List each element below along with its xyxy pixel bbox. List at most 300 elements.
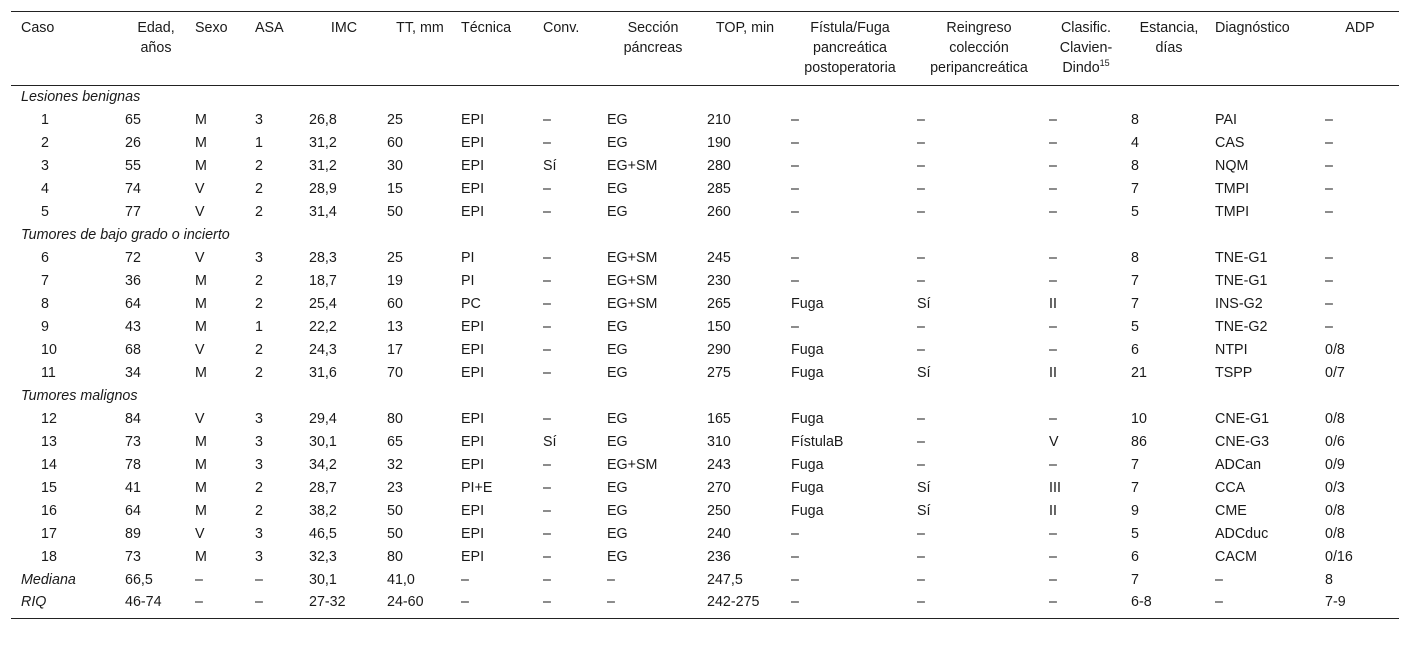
cell-seccion: EG (607, 204, 628, 220)
cell-estancia: 21 (1131, 365, 1147, 381)
summary-cell-sexo: – (195, 572, 203, 588)
cell-imc: 31,2 (309, 135, 337, 151)
cell-diagnostico: ADCduc (1215, 526, 1269, 542)
cell-adp: 0/8 (1325, 503, 1345, 519)
cell-tt: 13 (387, 319, 403, 335)
cell-caso: 16 (41, 503, 57, 519)
cell-reingreso: – (917, 342, 925, 358)
cell-top: 236 (707, 549, 731, 565)
header-clasif-ref: 15 (1099, 58, 1110, 69)
cell-tt: 19 (387, 273, 403, 289)
cell-conv: – (543, 411, 551, 427)
cell-asa: 2 (255, 181, 263, 197)
cell-imc: 32,3 (309, 549, 337, 565)
cell-asa: 3 (255, 411, 263, 427)
cell-seccion: EG+SM (607, 296, 658, 312)
cell-reingreso: – (917, 526, 925, 542)
cell-edad: 77 (125, 204, 141, 220)
cell-estancia: 7 (1131, 457, 1139, 473)
cell-seccion: EG (607, 135, 628, 151)
header-estancia: Estancia, días (1139, 20, 1199, 56)
cell-diagnostico: TNE-G2 (1215, 319, 1268, 335)
cell-fistula: – (791, 204, 799, 220)
cell-clasif: – (1049, 181, 1057, 197)
cell-diagnostico: CACM (1215, 549, 1258, 565)
cell-clasif: – (1049, 549, 1057, 565)
cell-edad: 55 (125, 158, 141, 174)
header-edad: Edad, años (137, 20, 175, 56)
cell-sexo: M (195, 365, 207, 381)
cell-caso: 13 (41, 434, 57, 450)
table-row (11, 270, 1399, 293)
cell-tt: 32 (387, 457, 403, 473)
cell-edad: 26 (125, 135, 141, 151)
cell-estancia: 7 (1131, 480, 1139, 496)
table-row (11, 362, 1399, 385)
cell-tt: 25 (387, 250, 403, 266)
cell-estancia: 6 (1131, 549, 1139, 565)
cell-top: 270 (707, 480, 731, 496)
cell-diagnostico: ADCan (1215, 457, 1262, 473)
cell-tt: 80 (387, 549, 403, 565)
cell-sexo: V (195, 342, 205, 358)
cell-edad: 78 (125, 457, 141, 473)
cell-tecnica: EPI (461, 204, 485, 220)
summary-cell-reingreso: – (917, 572, 925, 588)
cell-clasif: – (1049, 411, 1057, 427)
cell-edad: 73 (125, 434, 141, 450)
table-row (11, 178, 1399, 201)
cell-clasif: V (1049, 434, 1059, 450)
cell-clasif: III (1049, 480, 1061, 496)
cell-adp: – (1325, 250, 1333, 266)
header-top: TOP, min (715, 20, 775, 36)
table-row (11, 293, 1399, 316)
cell-diagnostico: TNE-G1 (1215, 273, 1268, 289)
cell-estancia: 86 (1131, 434, 1147, 450)
cell-top: 240 (707, 526, 731, 542)
header-tt: TT, mm (396, 20, 444, 36)
cell-reingreso: – (917, 434, 925, 450)
cell-tt: 25 (387, 112, 403, 128)
cell-estancia: 5 (1131, 526, 1139, 542)
cell-diagnostico: TNE-G1 (1215, 250, 1268, 266)
cell-fistula: – (791, 549, 799, 565)
cell-seccion: EG+SM (607, 457, 658, 473)
cell-clasif: – (1049, 204, 1057, 220)
cell-clasif: – (1049, 158, 1057, 174)
summary-cell-caso: Mediana (21, 572, 76, 588)
cell-fistula: – (791, 526, 799, 542)
cell-imc: 31,4 (309, 204, 337, 220)
cell-top: 280 (707, 158, 731, 174)
cell-sexo: V (195, 181, 205, 197)
header-caso: Caso (21, 20, 55, 36)
cell-seccion: EG (607, 549, 628, 565)
cell-adp: 0/7 (1325, 365, 1345, 381)
cell-tecnica: EPI (461, 158, 485, 174)
cell-reingreso: – (917, 181, 925, 197)
table-row (11, 155, 1399, 178)
cell-asa: 1 (255, 319, 263, 335)
cell-sexo: M (195, 319, 207, 335)
cell-asa: 3 (255, 112, 263, 128)
cell-sexo: V (195, 204, 205, 220)
cell-reingreso: – (917, 112, 925, 128)
cell-estancia: 7 (1131, 273, 1139, 289)
cell-adp: 0/8 (1325, 526, 1345, 542)
cell-edad: 43 (125, 319, 141, 335)
cell-adp: 0/3 (1325, 480, 1345, 496)
cell-diagnostico: PAI (1215, 112, 1237, 128)
cell-reingreso: – (917, 135, 925, 151)
cell-caso: 4 (41, 181, 49, 197)
cell-tt: 60 (387, 296, 403, 312)
cell-conv: Sí (543, 434, 557, 450)
cell-fistula: Fuga (791, 457, 824, 473)
summary-cell-imc: 27-32 (309, 594, 346, 610)
cell-caso: 3 (41, 158, 49, 174)
header-imc: IMC (330, 20, 358, 36)
cell-diagnostico: NTPI (1215, 342, 1248, 358)
table-row (11, 500, 1399, 523)
cell-top: 210 (707, 112, 731, 128)
table-row (11, 431, 1399, 454)
table-container (11, 11, 1399, 619)
summary-cell-asa: – (255, 572, 263, 588)
cell-sexo: M (195, 273, 207, 289)
cell-conv: – (543, 112, 551, 128)
table-row (11, 316, 1399, 339)
cell-seccion: EG (607, 503, 628, 519)
cell-estancia: 8 (1131, 158, 1139, 174)
cell-adp: – (1325, 158, 1333, 174)
cell-adp: – (1325, 273, 1333, 289)
cell-adp: – (1325, 112, 1333, 128)
cell-edad: 74 (125, 181, 141, 197)
cell-top: 275 (707, 365, 731, 381)
cell-tt: 15 (387, 181, 403, 197)
cell-fistula: Fuga (791, 342, 824, 358)
cell-estancia: 9 (1131, 503, 1139, 519)
cell-caso: 18 (41, 549, 57, 565)
cell-seccion: EG (607, 365, 628, 381)
cell-seccion: EG (607, 319, 628, 335)
cell-tecnica: PI (461, 273, 475, 289)
cell-seccion: EG (607, 181, 628, 197)
cell-fistula: Fuga (791, 365, 824, 381)
cell-tt: 80 (387, 411, 403, 427)
cell-fistula: Fuga (791, 411, 824, 427)
summary-cell-sexo: – (195, 594, 203, 610)
cell-reingreso: – (917, 457, 925, 473)
section-header-row (11, 385, 1399, 408)
cell-reingreso: Sí (917, 365, 931, 381)
cell-top: 190 (707, 135, 731, 151)
cell-asa: 3 (255, 434, 263, 450)
summary-cell-caso: RIQ (21, 594, 47, 610)
summary-cell-conv: – (543, 572, 551, 588)
cell-asa: 3 (255, 457, 263, 473)
cell-tt: 17 (387, 342, 403, 358)
cell-tecnica: PI (461, 250, 475, 266)
cell-tecnica: EPI (461, 411, 485, 427)
cell-sexo: M (195, 158, 207, 174)
cell-top: 250 (707, 503, 731, 519)
cell-caso: 10 (41, 342, 57, 358)
cell-conv: – (543, 480, 551, 496)
cell-edad: 36 (125, 273, 141, 289)
cell-clasif: – (1049, 319, 1057, 335)
cell-diagnostico: CCA (1215, 480, 1246, 496)
cell-diagnostico: CNE-G1 (1215, 411, 1270, 427)
cell-seccion: EG+SM (607, 273, 658, 289)
cell-seccion: EG (607, 411, 628, 427)
cell-sexo: M (195, 296, 207, 312)
cell-caso: 7 (41, 273, 49, 289)
cell-conv: – (543, 273, 551, 289)
cell-edad: 65 (125, 112, 141, 128)
cell-asa: 3 (255, 526, 263, 542)
cell-conv: – (543, 457, 551, 473)
summary-cell-adp: 8 (1325, 572, 1333, 588)
summary-cell-estancia: 6-8 (1131, 594, 1152, 610)
cell-tt: 23 (387, 480, 403, 496)
cell-top: 165 (707, 411, 731, 427)
cell-tecnica: PC (461, 296, 481, 312)
cell-sexo: M (195, 549, 207, 565)
table-body (11, 86, 1399, 619)
cell-tecnica: EPI (461, 319, 485, 335)
cell-clasif: II (1049, 365, 1057, 381)
cell-fistula: – (791, 273, 799, 289)
table-row (11, 477, 1399, 500)
summary-cell-estancia: 7 (1131, 572, 1139, 588)
table-row (11, 132, 1399, 155)
cell-conv: Sí (543, 158, 557, 174)
header-clasif (1045, 12, 1127, 86)
cell-adp: – (1325, 181, 1333, 197)
cell-imc: 28,9 (309, 181, 337, 197)
header-fistula: Fístula/Fuga pancreática postoperatoria (804, 20, 896, 76)
cell-asa: 2 (255, 365, 263, 381)
header-conv: Conv. (543, 20, 580, 36)
summary-cell-seccion: – (607, 594, 615, 610)
cell-tt: 50 (387, 503, 403, 519)
summary-cell-edad: 66,5 (125, 572, 153, 588)
cell-conv: – (543, 549, 551, 565)
cell-fistula: – (791, 135, 799, 151)
cell-conv: – (543, 319, 551, 335)
cell-imc: 38,2 (309, 503, 337, 519)
cell-asa: 2 (255, 503, 263, 519)
cell-estancia: 5 (1131, 204, 1139, 220)
table-row (11, 339, 1399, 362)
cell-adp: 0/6 (1325, 434, 1345, 450)
cell-top: 230 (707, 273, 731, 289)
cell-caso: 6 (41, 250, 49, 266)
cell-reingreso: – (917, 273, 925, 289)
summary-cell-fistula: – (791, 572, 799, 588)
cell-sexo: M (195, 480, 207, 496)
cell-imc: 28,7 (309, 480, 337, 496)
clinical-cases-table (11, 11, 1399, 619)
table-row (11, 523, 1399, 546)
cell-top: 265 (707, 296, 731, 312)
cell-tecnica: EPI (461, 434, 485, 450)
cell-fistula: – (791, 250, 799, 266)
cell-reingreso: – (917, 319, 925, 335)
cell-caso: 9 (41, 319, 49, 335)
cell-estancia: 6 (1131, 342, 1139, 358)
cell-tecnica: EPI (461, 457, 485, 473)
cell-reingreso: – (917, 549, 925, 565)
cell-estancia: 4 (1131, 135, 1139, 151)
summary-cell-clasif: – (1049, 594, 1057, 610)
table-row (11, 454, 1399, 477)
section-title: Lesiones benignas (21, 89, 141, 105)
cell-diagnostico: TMPI (1215, 181, 1250, 197)
table-row (11, 247, 1399, 270)
header-reingreso: Reingreso colección peripancreática (930, 20, 1028, 76)
cell-conv: – (543, 135, 551, 151)
cell-top: 260 (707, 204, 731, 220)
cell-seccion: EG (607, 526, 628, 542)
cell-clasif: – (1049, 135, 1057, 151)
cell-reingreso: – (917, 158, 925, 174)
cell-caso: 8 (41, 296, 49, 312)
cell-top: 150 (707, 319, 731, 335)
cell-adp: – (1325, 204, 1333, 220)
cell-reingreso: – (917, 250, 925, 266)
cell-sexo: V (195, 250, 205, 266)
cell-imc: 26,8 (309, 112, 337, 128)
cell-tt: 50 (387, 526, 403, 542)
cell-tecnica: EPI (461, 365, 485, 381)
cell-conv: – (543, 365, 551, 381)
cell-conv: – (543, 181, 551, 197)
cell-imc: 28,3 (309, 250, 337, 266)
summary-cell-top: 247,5 (707, 572, 743, 588)
table-row (11, 546, 1399, 569)
cell-asa: 1 (255, 135, 263, 151)
cell-imc: 22,2 (309, 319, 337, 335)
cell-clasif: – (1049, 457, 1057, 473)
cell-imc: 46,5 (309, 526, 337, 542)
cell-asa: 2 (255, 273, 263, 289)
cell-sexo: M (195, 434, 207, 450)
cell-seccion: EG+SM (607, 250, 658, 266)
cell-conv: – (543, 296, 551, 312)
cell-clasif: – (1049, 273, 1057, 289)
table-row (11, 109, 1399, 132)
cell-seccion: EG (607, 112, 628, 128)
cell-adp: – (1325, 135, 1333, 151)
cell-sexo: M (195, 135, 207, 151)
cell-adp: – (1325, 319, 1333, 335)
cell-asa: 3 (255, 250, 263, 266)
cell-diagnostico: CAS (1215, 135, 1245, 151)
cell-seccion: EG+SM (607, 158, 658, 174)
cell-imc: 24,3 (309, 342, 337, 358)
cell-seccion: EG (607, 342, 628, 358)
cell-tecnica: EPI (461, 526, 485, 542)
cell-adp: – (1325, 296, 1333, 312)
summary-cell-tt: 24-60 (387, 594, 424, 610)
cell-diagnostico: NQM (1215, 158, 1249, 174)
summary-cell-clasif: – (1049, 572, 1057, 588)
header-clasif-text: Clasific. Clavien-Dindo (1059, 20, 1113, 76)
cell-imc: 25,4 (309, 296, 337, 312)
cell-conv: – (543, 250, 551, 266)
cell-fistula: – (791, 319, 799, 335)
cell-top: 285 (707, 181, 731, 197)
cell-asa: 2 (255, 158, 263, 174)
cell-estancia: 8 (1131, 250, 1139, 266)
cell-reingreso: Sí (917, 480, 931, 496)
summary-cell-seccion: – (607, 572, 615, 588)
cell-clasif: – (1049, 342, 1057, 358)
cell-conv: – (543, 342, 551, 358)
cell-caso: 2 (41, 135, 49, 151)
cell-reingreso: – (917, 204, 925, 220)
cell-sexo: V (195, 526, 205, 542)
cell-estancia: 7 (1131, 296, 1139, 312)
cell-top: 310 (707, 434, 731, 450)
cell-fistula: FístulaB (791, 434, 844, 450)
summary-cell-tecnica: – (461, 572, 469, 588)
cell-seccion: EG (607, 480, 628, 496)
cell-estancia: 5 (1131, 319, 1139, 335)
summary-cell-imc: 30,1 (309, 572, 337, 588)
summary-cell-asa: – (255, 594, 263, 610)
cell-edad: 34 (125, 365, 141, 381)
cell-imc: 30,1 (309, 434, 337, 450)
cell-reingreso: Sí (917, 503, 931, 519)
cell-sexo: M (195, 457, 207, 473)
cell-asa: 2 (255, 342, 263, 358)
cell-diagnostico: TMPI (1215, 204, 1250, 220)
cell-tecnica: EPI (461, 342, 485, 358)
cell-sexo: M (195, 503, 207, 519)
header-sexo: Sexo (195, 20, 228, 36)
cell-fistula: Fuga (791, 296, 824, 312)
cell-edad: 73 (125, 549, 141, 565)
cell-imc: 18,7 (309, 273, 337, 289)
table-row (11, 201, 1399, 224)
section-header-row (11, 224, 1399, 247)
cell-clasif: II (1049, 503, 1057, 519)
cell-adp: 0/16 (1325, 549, 1353, 565)
cell-clasif: II (1049, 296, 1057, 312)
header-adp: ADP (1345, 20, 1375, 36)
cell-clasif: – (1049, 112, 1057, 128)
cell-tt: 70 (387, 365, 403, 381)
cell-fistula: – (791, 181, 799, 197)
cell-tt: 65 (387, 434, 403, 450)
summary-cell-fistula: – (791, 594, 799, 610)
cell-tecnica: EPI (461, 135, 485, 151)
cell-caso: 15 (41, 480, 57, 496)
cell-imc: 31,6 (309, 365, 337, 381)
cell-top: 290 (707, 342, 731, 358)
cell-seccion: EG (607, 434, 628, 450)
cell-caso: 14 (41, 457, 57, 473)
cell-tecnica: EPI (461, 112, 485, 128)
cell-fistula: – (791, 112, 799, 128)
cell-fistula: Fuga (791, 480, 824, 496)
cell-fistula: – (791, 158, 799, 174)
